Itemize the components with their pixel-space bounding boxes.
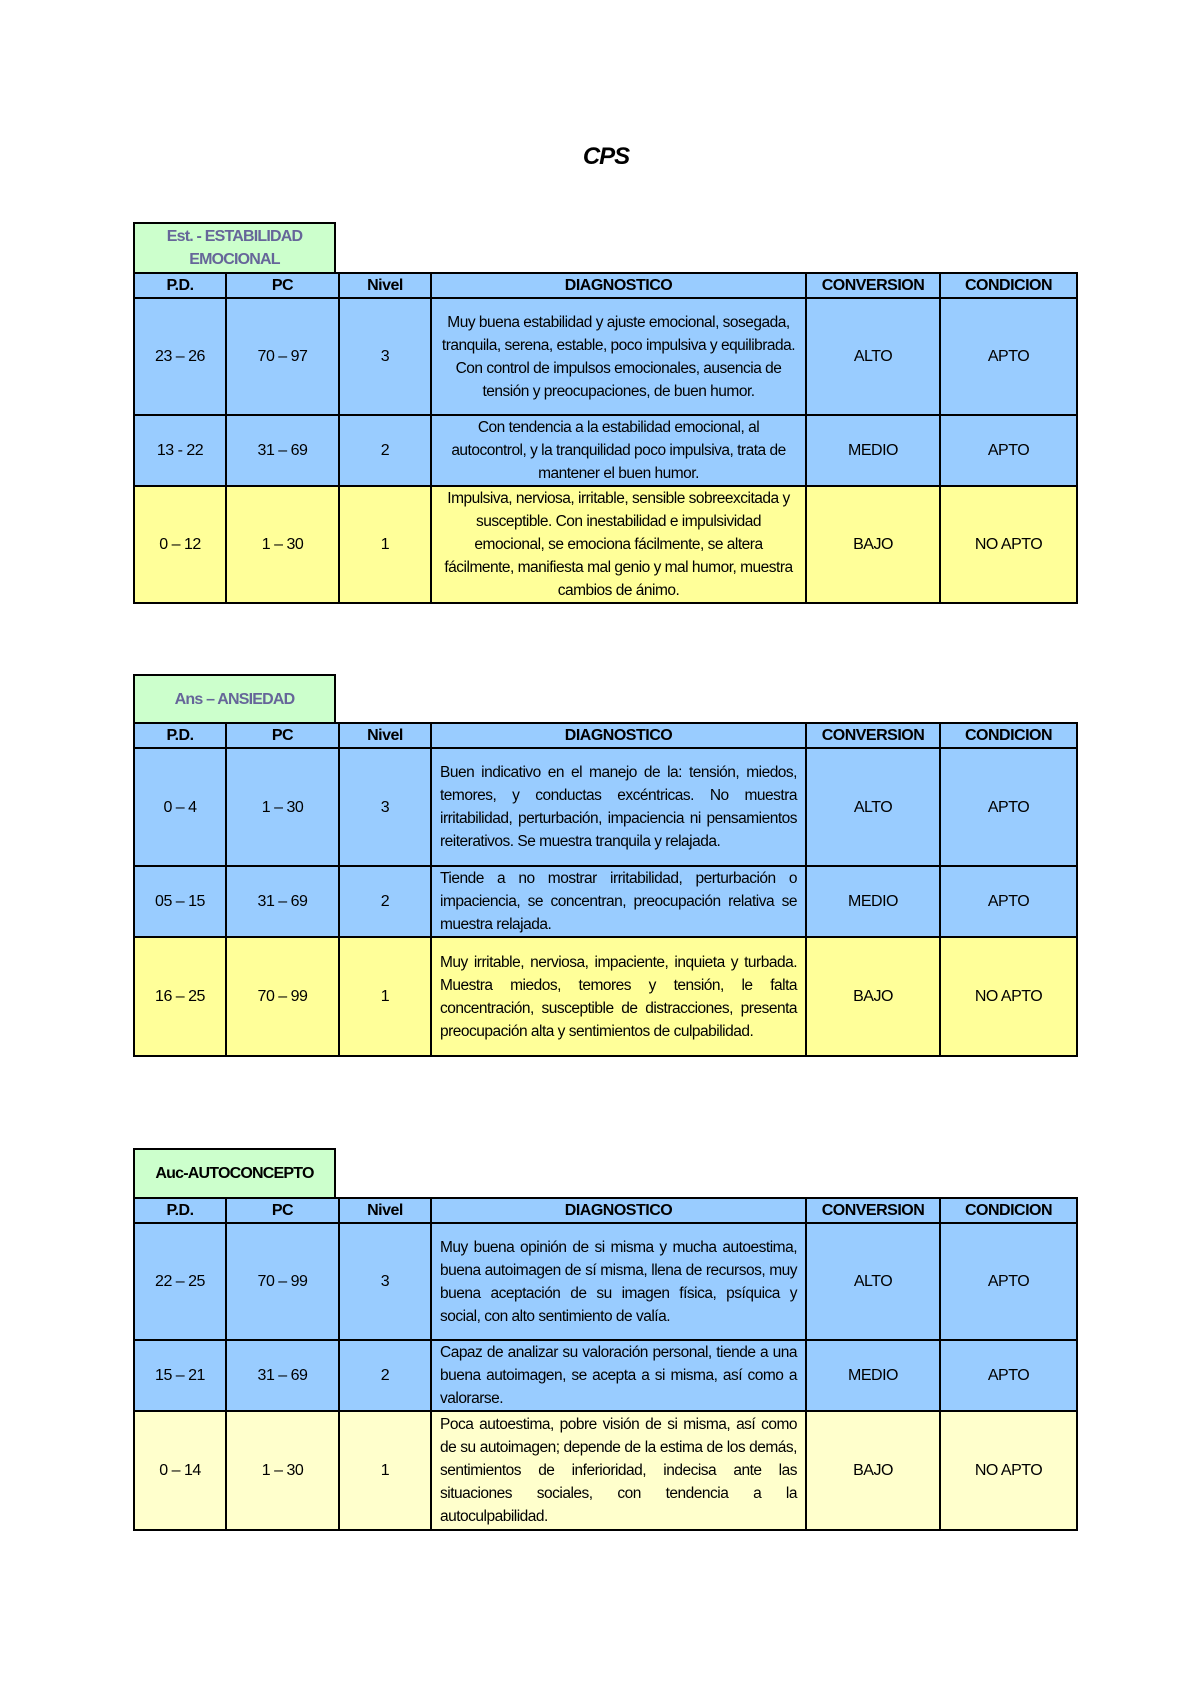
cell-conversion: MEDIO: [806, 415, 940, 486]
cell-conversion: MEDIO: [806, 1340, 940, 1411]
table-row: [134, 1340, 1077, 1411]
cell-pc: 1 – 30: [226, 1411, 339, 1530]
table-row: [134, 1411, 1077, 1530]
cell-nivel: 2: [339, 415, 431, 486]
column-header-conversion: CONVERSION: [806, 723, 940, 748]
column-header-nivel: Nivel: [339, 1198, 431, 1223]
cell-conversion: MEDIO: [806, 866, 940, 937]
cell-condicion: NO APTO: [940, 1411, 1077, 1530]
cell-diagnostico: Muy buena estabilidad y ajuste emocional, sosegada, tranquila, serena, estable, poco impulsiva y equilibrada. Con control de impulsos emocionales, ausencia de tensión y preocupaciones, de buen humor.: [431, 298, 806, 415]
header-row: [134, 1198, 1077, 1223]
column-header-conversion: CONVERSION: [806, 1198, 940, 1223]
cell-condicion: NO APTO: [940, 486, 1077, 603]
diagnosis-table: [133, 272, 1078, 604]
diagnosis-table: [133, 722, 1078, 1057]
cell-nivel: 3: [339, 748, 431, 866]
cell-pd: 22 – 25: [134, 1223, 226, 1340]
cell-diagnostico: Impulsiva, nerviosa, irritable, sensible sobreexcitada y susceptible. Con inestabilidad e impulsividad emocional, se emociona fácilmente, se altera fácilmente, manifiesta mal genio y mal humor, muestra cambios de ánimo.: [431, 486, 806, 603]
cell-diagnostico: Con tendencia a la estabilidad emocional, al autocontrol, y la tranquilidad poco impulsiva, trata de mantener el buen humor.: [431, 415, 806, 486]
cell-diagnostico: Capaz de analizar su valoración personal, tiende a una buena autoimagen, se acepta a si misma, así como a valorarse.: [431, 1340, 806, 1411]
cell-condicion: NO APTO: [940, 937, 1077, 1056]
table-row: [134, 1223, 1077, 1340]
cell-pd: 05 – 15: [134, 866, 226, 937]
cell-pc: 31 – 69: [226, 866, 339, 937]
header-row: [134, 273, 1077, 298]
column-header-condicion: CONDICION: [940, 273, 1077, 298]
cell-pc: 70 – 97: [226, 298, 339, 415]
cell-conversion: BAJO: [806, 486, 940, 603]
cell-condicion: APTO: [940, 866, 1077, 937]
cell-pd: 15 – 21: [134, 1340, 226, 1411]
cell-conversion: BAJO: [806, 937, 940, 1056]
cell-condicion: APTO: [940, 415, 1077, 486]
cell-diagnostico: Poca autoestima, pobre visión de si misma, así como de su autoimagen; depende de la estima de los demás, sentimientos de inferioridad, indecisa ante las situaciones sociales, con tendencia a la autoculpabilidad.: [431, 1411, 806, 1530]
cell-pc: 70 – 99: [226, 1223, 339, 1340]
cell-pc: 70 – 99: [226, 937, 339, 1056]
cell-nivel: 1: [339, 937, 431, 1056]
cell-nivel: 2: [339, 866, 431, 937]
table-row: [134, 298, 1077, 415]
cell-pc: 31 – 69: [226, 415, 339, 486]
column-header-pc: PC: [226, 723, 339, 748]
table-label: Ans – ANSIEDAD: [133, 674, 336, 722]
cell-nivel: 1: [339, 1411, 431, 1530]
table-row: [134, 415, 1077, 486]
cell-diagnostico: Tiende a no mostrar irritabilidad, perturbación o impaciencia, se concentran, preocupación relativa se muestra relajada.: [431, 866, 806, 937]
cell-condicion: APTO: [940, 298, 1077, 415]
table-label: Est. - ESTABILIDAD EMOCIONAL: [133, 222, 336, 272]
cell-condicion: APTO: [940, 1340, 1077, 1411]
cell-diagnostico: Muy irritable, nerviosa, impaciente, inquieta y turbada. Muestra miedos, temores y tensión, le falta concentración, susceptible de distracciones, presenta preocupación alta y sentimientos de culpabilidad.: [431, 937, 806, 1056]
column-header-conversion: CONVERSION: [806, 273, 940, 298]
column-header-nivel: Nivel: [339, 273, 431, 298]
header-row: [134, 723, 1077, 748]
table-row: [134, 486, 1077, 603]
cell-conversion: ALTO: [806, 748, 940, 866]
column-header-diagnostico: DIAGNOSTICO: [431, 273, 806, 298]
table-row: [134, 866, 1077, 937]
cell-nivel: 1: [339, 486, 431, 603]
cell-pd: 13 - 22: [134, 415, 226, 486]
cell-diagnostico: Muy buena opinión de si misma y mucha autoestima, buena autoimagen de sí misma, llena de recursos, muy buena aceptación de su imagen física, psíquica y social, con alto sentimiento de valía.: [431, 1223, 806, 1340]
cell-pc: 1 – 30: [226, 486, 339, 603]
cell-pd: 23 – 26: [134, 298, 226, 415]
column-header-diagnostico: DIAGNOSTICO: [431, 1198, 806, 1223]
cell-nivel: 3: [339, 1223, 431, 1340]
page-title: CPS: [582, 143, 630, 170]
cell-nivel: 2: [339, 1340, 431, 1411]
cell-pc: 1 – 30: [226, 748, 339, 866]
table-row: [134, 748, 1077, 866]
cell-conversion: ALTO: [806, 298, 940, 415]
cell-pd: 0 – 4: [134, 748, 226, 866]
diagnosis-table: [133, 1197, 1078, 1531]
cell-conversion: ALTO: [806, 1223, 940, 1340]
column-header-nivel: Nivel: [339, 723, 431, 748]
table-label: Auc-AUTOCONCEPTO: [133, 1148, 336, 1197]
column-header-pd: P.D.: [134, 273, 226, 298]
cell-nivel: 3: [339, 298, 431, 415]
cell-pd: 0 – 14: [134, 1411, 226, 1530]
column-header-pd: P.D.: [134, 723, 226, 748]
cell-pc: 31 – 69: [226, 1340, 339, 1411]
table-row: [134, 937, 1077, 1056]
column-header-condicion: CONDICION: [940, 723, 1077, 748]
cell-condicion: APTO: [940, 1223, 1077, 1340]
cell-condicion: APTO: [940, 748, 1077, 866]
column-header-pc: PC: [226, 1198, 339, 1223]
column-header-pc: PC: [226, 273, 339, 298]
cell-pd: 0 – 12: [134, 486, 226, 603]
column-header-diagnostico: DIAGNOSTICO: [431, 723, 806, 748]
column-header-condicion: CONDICION: [940, 1198, 1077, 1223]
cell-conversion: BAJO: [806, 1411, 940, 1530]
cell-diagnostico: Buen indicativo en el manejo de la: tensión, miedos, temores, y conductas excéntricas. No muestra irritabilidad, perturbación, impaciencia ni pensamientos reiterativos. Se muestra tranquila y relajada.: [431, 748, 806, 866]
cell-pd: 16 – 25: [134, 937, 226, 1056]
column-header-pd: P.D.: [134, 1198, 226, 1223]
